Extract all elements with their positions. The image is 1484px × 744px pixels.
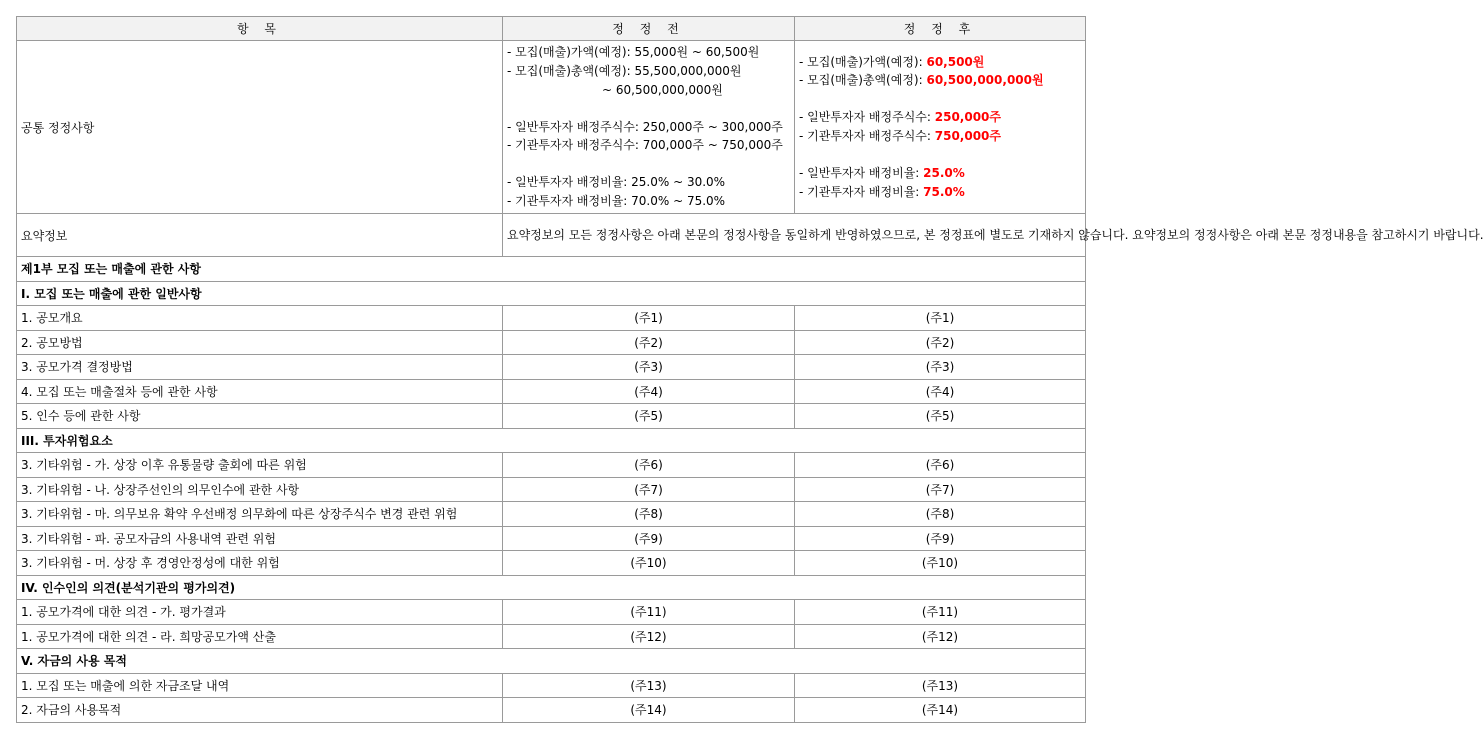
after-line xyxy=(799,127,1081,146)
row-before-note: (주13) xyxy=(503,673,795,698)
table-row xyxy=(17,526,1086,551)
row-after-note: (주2) xyxy=(795,330,1086,355)
table-row xyxy=(17,551,1086,576)
row-before-note: (주8) xyxy=(503,502,795,527)
row-item: 3. 기타위험 - 나. 상장주선인의 의무인수에 관한 사항 xyxy=(17,477,503,502)
before-line xyxy=(507,99,790,118)
row-item: 3. 기타위험 - 파. 공모자금의 사용내역 관련 위험 xyxy=(17,526,503,551)
table-row xyxy=(17,502,1086,527)
row-before-note: (주1) xyxy=(503,306,795,331)
summary-text: 요약정보의 모든 정정사항은 아래 본문의 정정사항을 동일하게 반영하였으므로, 본 정정표에 별도로 기재하지 않습니다. 요약정보의 정정사항은 아래 본문 정정내용을 참고하시기 바랍니다. xyxy=(503,214,1086,257)
common-correction-row xyxy=(17,41,1086,214)
after-line-value: 60,500원 xyxy=(926,54,985,69)
row-item: 1. 공모가격에 대한 의견 - 가. 평가결과 xyxy=(17,600,503,625)
row-after-note: (주9) xyxy=(795,526,1086,551)
after-line xyxy=(799,71,1081,90)
row-after-note: (주5) xyxy=(795,404,1086,429)
row-before-note: (주5) xyxy=(503,404,795,429)
section-title: I. 모집 또는 매출에 관한 일반사항 xyxy=(17,281,1086,306)
after-line-value: 75.0% xyxy=(923,184,965,199)
before-line: - 기관투자자 배정비율: 70.0% ~ 75.0% xyxy=(507,194,726,209)
row-before-note: (주10) xyxy=(503,551,795,576)
row-item: 3. 기타위험 - 머. 상장 후 경영안정성에 대한 위험 xyxy=(17,551,503,576)
after-line-value: 25.0% xyxy=(923,166,965,181)
part-title-row xyxy=(17,257,1086,282)
row-item: 1. 공모가격에 대한 의견 - 라. 희망공모가액 산출 xyxy=(17,624,503,649)
section-title-row xyxy=(17,649,1086,674)
row-after-note: (주12) xyxy=(795,624,1086,649)
section-title: V. 자금의 사용 목적 xyxy=(17,649,1086,674)
header-row xyxy=(17,17,1086,41)
section-title: III. 투자위험요소 xyxy=(17,428,1086,453)
after-line-label: - 일반투자자 배정비율: xyxy=(799,166,924,181)
before-line: - 모집(매출)총액(예정): 55,500,000,000원 xyxy=(507,63,742,78)
row-after-note: (주14) xyxy=(795,698,1086,723)
after-line-value: 250,000주 xyxy=(934,110,1001,125)
row-before-note: (주2) xyxy=(503,330,795,355)
summary-label: 요약정보 xyxy=(17,214,503,257)
after-line xyxy=(799,183,1081,202)
after-line-label: - 일반투자자 배정주식수: xyxy=(799,110,935,125)
table-row xyxy=(17,477,1086,502)
row-item: 3. 공모가격 결정방법 xyxy=(17,355,503,380)
row-before-note: (주6) xyxy=(503,453,795,478)
after-line-label: - 모집(매출)가액(예정): xyxy=(799,54,927,69)
summary-row xyxy=(17,214,1086,257)
row-item: 5. 인수 등에 관한 사항 xyxy=(17,404,503,429)
section-title-row xyxy=(17,575,1086,600)
header-after: 정 정 후 xyxy=(795,17,1086,41)
after-line-label: - 기관투자자 배정주식수: xyxy=(799,129,935,143)
row-after-note: (주11) xyxy=(795,600,1086,625)
after-line xyxy=(799,146,1081,165)
correction-table xyxy=(16,16,1484,723)
row-after-note: (주6) xyxy=(795,453,1086,478)
after-line-label: - 기관투자자 배정비율: xyxy=(799,184,924,199)
row-before-note: (주14) xyxy=(503,698,795,723)
before-line xyxy=(507,155,790,174)
common-label: 공통 정정사항 xyxy=(17,41,503,214)
after-line-value: 60,500,000,000원 xyxy=(926,73,1044,88)
row-before-note: (주12) xyxy=(503,624,795,649)
row-item: 2. 자금의 사용목적 xyxy=(17,698,503,723)
table-row xyxy=(17,453,1086,478)
row-before-note: (주11) xyxy=(503,600,795,625)
row-after-note: (주4) xyxy=(795,379,1086,404)
row-after-note: (주13) xyxy=(795,673,1086,698)
before-line: - 기관투자자 배정주식수: 700,000주 ~ 750,000주 xyxy=(507,138,783,153)
header-before: 정 정 전 xyxy=(503,17,795,41)
table-row xyxy=(17,355,1086,380)
row-item: 1. 공모개요 xyxy=(17,306,503,331)
row-after-note: (주10) xyxy=(795,551,1086,576)
part-title: 제1부 모집 또는 매출에 관한 사항 xyxy=(17,257,1086,282)
section-title: IV. 인수인의 의견(분석기관의 평가의견) xyxy=(17,575,1086,600)
row-after-note: (주1) xyxy=(795,306,1086,331)
table-row xyxy=(17,673,1086,698)
before-line: ~ 60,500,000,000원 xyxy=(602,82,723,97)
section-title-row xyxy=(17,281,1086,306)
after-line xyxy=(799,53,1081,72)
row-after-note: (주7) xyxy=(795,477,1086,502)
table-row xyxy=(17,330,1086,355)
table-row xyxy=(17,379,1086,404)
before-line: - 일반투자자 배정비율: 25.0% ~ 30.0% xyxy=(507,175,726,190)
section-title-row xyxy=(17,428,1086,453)
table-row xyxy=(17,600,1086,625)
row-before-note: (주3) xyxy=(503,355,795,380)
common-after-cell xyxy=(795,41,1086,214)
after-line xyxy=(799,164,1081,183)
row-after-note: (주8) xyxy=(795,502,1086,527)
row-after-note: (주3) xyxy=(795,355,1086,380)
row-item: 4. 모집 또는 매출절차 등에 관한 사항 xyxy=(17,379,503,404)
header-item: 항 목 xyxy=(17,17,503,41)
row-item: 2. 공모방법 xyxy=(17,330,503,355)
row-item: 3. 기타위험 - 가. 상장 이후 유통물량 출회에 따른 위험 xyxy=(17,453,503,478)
table-row xyxy=(17,306,1086,331)
table-row xyxy=(17,698,1086,723)
row-item: 3. 기타위험 - 마. 의무보유 확약 우선배정 의무화에 따른 상장주식수 변경 관련 위험 xyxy=(17,502,503,527)
correction-table-body xyxy=(17,17,1484,723)
after-line-label: - 모집(매출)총액(예정): xyxy=(799,73,927,88)
table-row xyxy=(17,624,1086,649)
table-row xyxy=(17,404,1086,429)
before-line: - 모집(매출)가액(예정): 55,000원 ~ 60,500원 xyxy=(507,45,760,60)
before-line: - 일반투자자 배정주식수: 250,000주 ~ 300,000주 xyxy=(507,119,783,134)
after-line xyxy=(799,108,1081,127)
after-line xyxy=(799,90,1081,109)
row-item: 1. 모집 또는 매출에 의한 자금조달 내역 xyxy=(17,673,503,698)
row-before-note: (주7) xyxy=(503,477,795,502)
row-before-note: (주4) xyxy=(503,379,795,404)
row-before-note: (주9) xyxy=(503,526,795,551)
after-line-value: 750,000주 xyxy=(934,129,1001,143)
common-before-cell xyxy=(503,41,795,214)
